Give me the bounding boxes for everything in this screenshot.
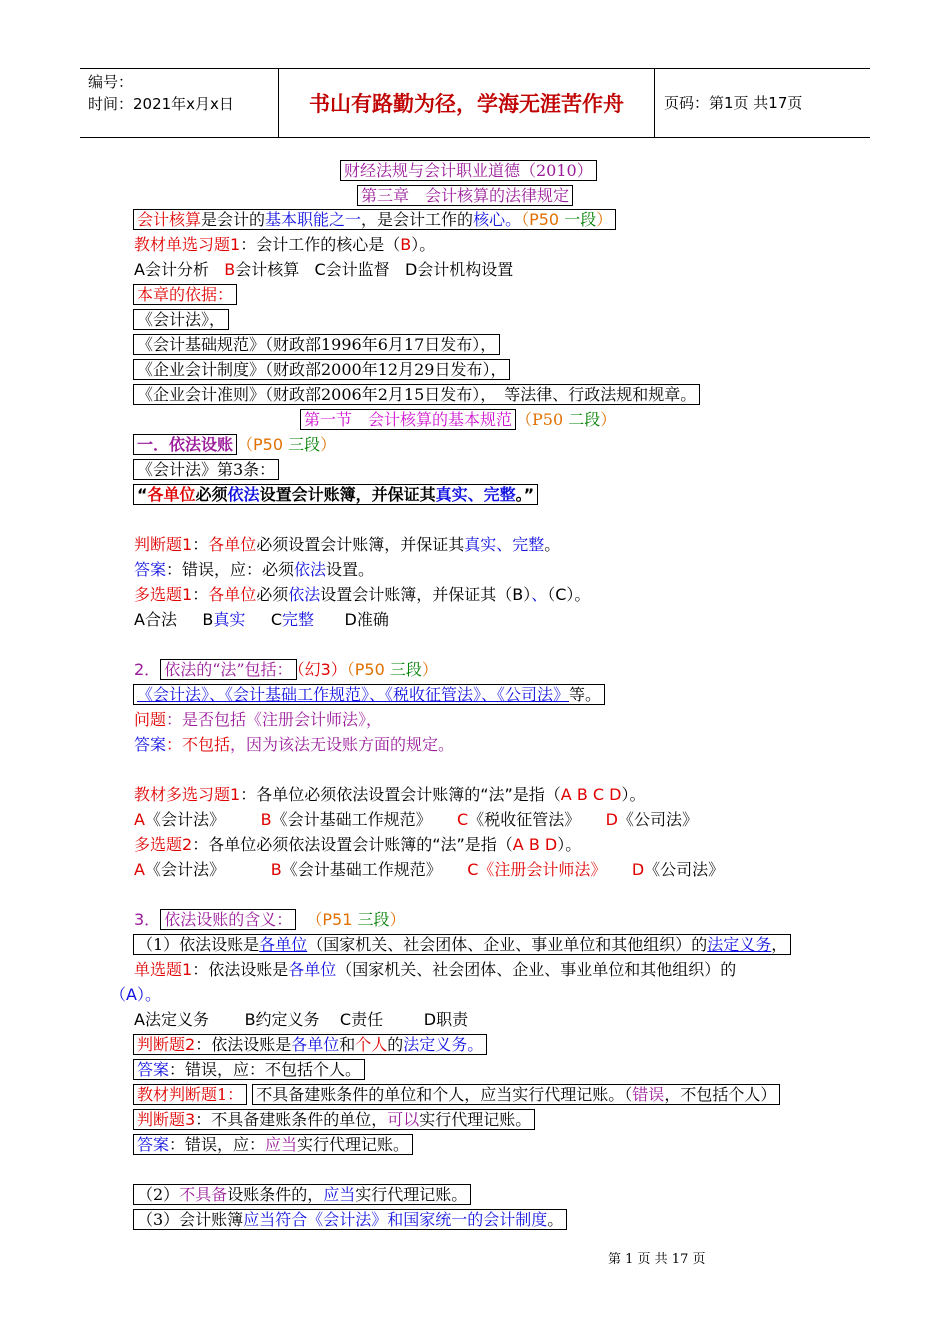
text-span: 第一节 会计核算的基本规范 xyxy=(300,409,516,430)
single-question-1b-answer xyxy=(110,984,161,1006)
judge-question-3 xyxy=(133,1109,535,1131)
text-span: 依法设账的含义： xyxy=(160,909,296,930)
text-span: 判断题2 xyxy=(137,1035,196,1054)
text-span: 答案 xyxy=(134,560,167,579)
text-span: 《会计基础工作规范》 xyxy=(281,860,442,879)
text-span: 本章的依据： xyxy=(133,284,237,305)
text-span: 的 xyxy=(387,1035,404,1054)
text-group xyxy=(133,209,616,230)
text-span: 个人 xyxy=(355,1035,388,1054)
answer-1 xyxy=(134,559,374,581)
single-question-1 xyxy=(134,234,435,256)
text-span: 各单位 xyxy=(288,960,337,979)
time-label: 时间：2021年x月x日 xyxy=(88,95,234,113)
text-span: ：是否包括《注册会计师法》， xyxy=(166,710,383,729)
text-span: 《会计法》第3条： xyxy=(133,459,279,480)
text-span: 会计核算 xyxy=(235,260,300,279)
text-span: 是会计的 xyxy=(201,210,266,229)
text-span: B约定义务 xyxy=(244,1010,320,1029)
page-footer: 第 1 页 共 17 页 xyxy=(608,1252,706,1267)
text-span: ）。 xyxy=(411,235,436,254)
text-span: ：错误，应：必须 xyxy=(166,560,295,579)
basis-heading xyxy=(133,284,237,306)
text-span: ： xyxy=(192,535,209,554)
text-span: 《注册会计师法》 xyxy=(478,860,607,879)
text-span: B xyxy=(260,810,272,829)
text-span: ：依法设账是 xyxy=(195,1035,292,1054)
multi-question-1-options xyxy=(134,609,389,631)
text-span: 应当符合《会计法》和国家统一的会计制度 xyxy=(243,1210,548,1229)
course-title xyxy=(340,160,597,182)
text-span: ） xyxy=(389,910,406,929)
text-span: （A）。 xyxy=(110,985,161,1004)
text-span: 。 xyxy=(467,1035,484,1054)
text-span: B xyxy=(202,610,214,629)
text-span: ：各单位必须依法设置会计账簿的“法”是指（ xyxy=(240,785,561,804)
header-meta xyxy=(88,71,278,139)
judge-question-1 xyxy=(134,534,560,556)
text-span: 不包括 xyxy=(182,735,231,754)
text-span: 三段 xyxy=(389,660,422,679)
text-span: 真实、完整 xyxy=(464,535,545,554)
header-divider xyxy=(654,69,655,137)
text-span: ： xyxy=(166,735,183,754)
text-span: 法定义务 xyxy=(707,935,772,954)
text-span: ，不包括个人） xyxy=(664,1085,777,1104)
intro-line xyxy=(133,209,616,231)
text-span: A xyxy=(134,860,145,879)
law-item xyxy=(133,359,510,381)
text-span: 。” xyxy=(515,485,535,504)
question xyxy=(134,709,382,731)
text-span: “ xyxy=(137,485,148,504)
text-span: 《公司法》 xyxy=(644,860,725,879)
text-span: （1）依法设账是 xyxy=(137,935,260,954)
single-question-1b xyxy=(134,959,736,981)
text-group xyxy=(133,684,605,705)
subsection-1-3 xyxy=(134,909,406,931)
text-group xyxy=(133,1184,471,1205)
law-item xyxy=(133,309,229,331)
chapter-title xyxy=(357,185,573,207)
text-span: ：各单位必须依法设置会计账簿的“法”是指（ xyxy=(192,835,513,854)
text-span: 一段 xyxy=(564,210,597,229)
text-group xyxy=(133,1034,487,1055)
meaning-1 xyxy=(133,934,791,956)
text-span: ：会计工作的核心是（ xyxy=(240,235,401,254)
text-span: 依法 xyxy=(294,560,327,579)
text-span: 各单位 xyxy=(208,535,257,554)
text-span: （P50 xyxy=(521,210,565,229)
text-span: ：依法设账是 xyxy=(192,960,289,979)
text-span: 可以 xyxy=(387,1110,420,1129)
text-span: ：不具备建账条件的单位， xyxy=(195,1110,388,1129)
text-span: （3）会计账簿 xyxy=(137,1210,244,1229)
textbook-multi-question-1 xyxy=(134,784,645,806)
answer-2 xyxy=(133,1059,365,1081)
multi-question-1 xyxy=(134,584,590,606)
text-span: 各单位 xyxy=(291,1035,340,1054)
text-span: 《会计法》， xyxy=(133,309,229,330)
text-span: 真实 xyxy=(213,610,246,629)
page-label: 页码：第1页 共17页 xyxy=(664,94,803,112)
text-span: B xyxy=(270,860,282,879)
page-header xyxy=(80,68,870,138)
text-span: D职责 xyxy=(423,1010,469,1029)
header-motto-cell xyxy=(279,69,654,137)
text-span: 判断题3 xyxy=(137,1110,196,1129)
text-span: 第三章 会计核算的法律规定 xyxy=(357,185,573,206)
text-span: ） xyxy=(596,210,613,229)
text-group xyxy=(133,1059,365,1080)
text-span: 答案 xyxy=(137,1060,170,1079)
text-span: A法定义务 xyxy=(134,1010,209,1029)
text-span: （C）。 xyxy=(547,585,591,604)
text-span: 应当 xyxy=(265,1135,298,1154)
text-span: 必须 xyxy=(256,585,289,604)
text-span: 法定义务 xyxy=(403,1035,468,1054)
text-group xyxy=(133,1209,567,1230)
text-span: 依法的“法”包括： xyxy=(160,659,296,680)
text-span: 问题 xyxy=(134,710,167,729)
text-span: 2． xyxy=(134,660,161,679)
text-span: 各单位 xyxy=(147,485,196,504)
text-span: B xyxy=(400,235,412,254)
article-source xyxy=(133,459,279,481)
text-span: A合法 xyxy=(134,610,177,629)
text-span: D准确 xyxy=(344,610,389,629)
multi-question-2 xyxy=(134,834,581,856)
textbook-judge-1 xyxy=(133,1084,780,1106)
text-span: 不具备 xyxy=(179,1185,228,1204)
number-label: 编号： xyxy=(88,73,134,91)
answer-question xyxy=(134,734,454,756)
text-span: 《企业会计制度》（财政部2000年12月29日发布）， xyxy=(133,359,510,380)
text-span: C责任 xyxy=(339,1010,384,1029)
text-span: 必须设置会计账簿，并保证其 xyxy=(256,535,465,554)
text-span: 教材单选习题1 xyxy=(134,235,241,254)
text-span: 应当 xyxy=(323,1185,356,1204)
text-span: ）。 xyxy=(621,785,646,804)
section-1-title xyxy=(300,409,616,431)
text-span: C xyxy=(270,610,282,629)
text-span: （国家机关、社会团体、企业、事业单位和其他组织）的 xyxy=(307,935,708,954)
text-span: C xyxy=(457,810,469,829)
text-span: ，是会计工作的 xyxy=(361,210,474,229)
text-span: 等。 xyxy=(569,685,602,704)
laws-list xyxy=(133,684,605,706)
text-span: B xyxy=(224,260,236,279)
text-span: D会计机构设置 xyxy=(404,260,514,279)
text-span: 多选题1 xyxy=(134,585,193,604)
text-span: 实行代理记账。 xyxy=(419,1110,532,1129)
text-span: ： xyxy=(192,585,209,604)
single-question-1-options xyxy=(134,259,513,281)
text-span: 三段 xyxy=(288,435,321,454)
text-span: （幻3） xyxy=(296,660,347,679)
subsection-1-1 xyxy=(133,434,336,456)
meaning-2 xyxy=(133,1184,471,1206)
text-span: ， xyxy=(771,935,788,954)
text-group xyxy=(252,1084,780,1105)
text-span: 《会计法》 xyxy=(144,810,225,829)
text-span: 必须 xyxy=(195,485,228,504)
text-span: A xyxy=(134,810,145,829)
text-span: D xyxy=(605,810,618,829)
text-span: 基本职能之一 xyxy=(265,210,362,229)
text-span: 各单位 xyxy=(208,585,257,604)
text-span: 依法 xyxy=(227,485,260,504)
text-span: 判断题1 xyxy=(134,535,193,554)
text-span: 设账条件的， xyxy=(227,1185,324,1204)
text-span: （P50 xyxy=(237,435,289,454)
text-span: （P50 xyxy=(516,410,569,429)
text-span: （P51 xyxy=(306,910,358,929)
judge-question-2 xyxy=(133,1034,487,1056)
text-span: D xyxy=(631,860,645,879)
text-span: 财经法规与会计职业道德（2010） xyxy=(340,160,597,181)
text-span: 《税收征管法》 xyxy=(468,810,581,829)
text-span: 《会计基础工作规范》 xyxy=(271,810,432,829)
text-span: ）。 xyxy=(557,835,582,854)
text-group xyxy=(133,1134,413,1155)
text-span: 3． xyxy=(134,910,161,929)
text-group xyxy=(133,1109,535,1130)
text-span: 和 xyxy=(339,1035,356,1054)
text-span: （2） xyxy=(137,1185,180,1204)
text-span: ） xyxy=(421,660,438,679)
subsection-1-2 xyxy=(134,659,438,681)
text-span: 依法 xyxy=(288,585,321,604)
text-span: 教材多选习题1 xyxy=(134,785,241,804)
text-span: A B D xyxy=(512,835,558,854)
text-span: 、 xyxy=(531,585,548,604)
article-quote xyxy=(133,484,538,506)
text-span: 等法律、行政法规和规章。 xyxy=(488,385,697,404)
text-span: ） xyxy=(600,410,617,429)
text-span: 会计核算 xyxy=(137,210,202,229)
text-span: 设置会计账簿，并保证其 xyxy=(259,485,436,504)
text-span: 多选题2 xyxy=(134,835,193,854)
law-item xyxy=(133,384,700,406)
text-span: 《会计基础规范》（财政部1996年6月17日发布）， xyxy=(133,334,500,355)
text-span: 实行代理记账。 xyxy=(297,1135,410,1154)
text-span: 答案 xyxy=(137,1135,170,1154)
text-span: 教材判断题1： xyxy=(133,1084,247,1105)
text-span: A B C D xyxy=(560,785,622,804)
text-span: ，因为该法无设账方面的规定。 xyxy=(230,735,455,754)
meaning-3 xyxy=(133,1209,567,1231)
text-group xyxy=(133,934,791,955)
text-span: 各单位 xyxy=(259,935,308,954)
single-question-1b-options xyxy=(134,1009,468,1031)
text-span: 《会计法》、《会计基础工作规范》、《税收征管法》、《公司法》 xyxy=(137,685,570,704)
text-span: A会计分析 xyxy=(134,260,209,279)
text-span: 。 xyxy=(544,535,561,554)
text-span: 三段 xyxy=(357,910,390,929)
law-item xyxy=(133,334,500,356)
text-span: 错误 xyxy=(632,1085,665,1104)
text-span: 核心 xyxy=(473,210,506,229)
text-span: （P50 xyxy=(346,660,390,679)
text-span: 答案 xyxy=(134,735,167,754)
text-span: 一．依法设账 xyxy=(133,434,237,455)
text-span: 《公司法》 xyxy=(617,810,698,829)
text-span: ：错误，应： xyxy=(169,1135,266,1154)
text-group xyxy=(133,484,538,505)
text-group xyxy=(133,384,700,405)
text-span: 二段 xyxy=(568,410,601,429)
text-span: 不具备建账条件的单位和个人，应当实行代理记账。（ xyxy=(256,1085,633,1104)
multi-question-2-options xyxy=(134,859,724,881)
text-span: ） xyxy=(320,435,337,454)
text-span: 。 xyxy=(547,1210,564,1229)
text-span: 设置。 xyxy=(326,560,375,579)
text-span: C会计监督 xyxy=(314,260,390,279)
text-span: 单选题1 xyxy=(134,960,193,979)
textbook-multi-question-1-options xyxy=(134,809,698,831)
text-span: C xyxy=(467,860,479,879)
text-span: 《企业会计准则》（财政部2006年2月15日发布）， xyxy=(137,385,489,404)
text-span: 实行代理记账。 xyxy=(355,1185,468,1204)
text-span: 真实、完整 xyxy=(435,485,516,504)
text-span: 《会计法》 xyxy=(144,860,225,879)
text-span: （国家机关、社会团体、企业、事业单位和其他组织）的 xyxy=(336,960,737,979)
text-span: 完整 xyxy=(282,610,315,629)
text-span: 设置会计账簿，并保证其（B） xyxy=(320,585,532,604)
motto: 书山有路勤为径，学海无涯苦作舟 xyxy=(309,92,624,116)
text-span: 。 xyxy=(505,210,522,229)
header-page-cell xyxy=(664,69,864,137)
answer-3 xyxy=(133,1134,413,1156)
text-span: ：错误，应：不包括个人。 xyxy=(169,1060,362,1079)
